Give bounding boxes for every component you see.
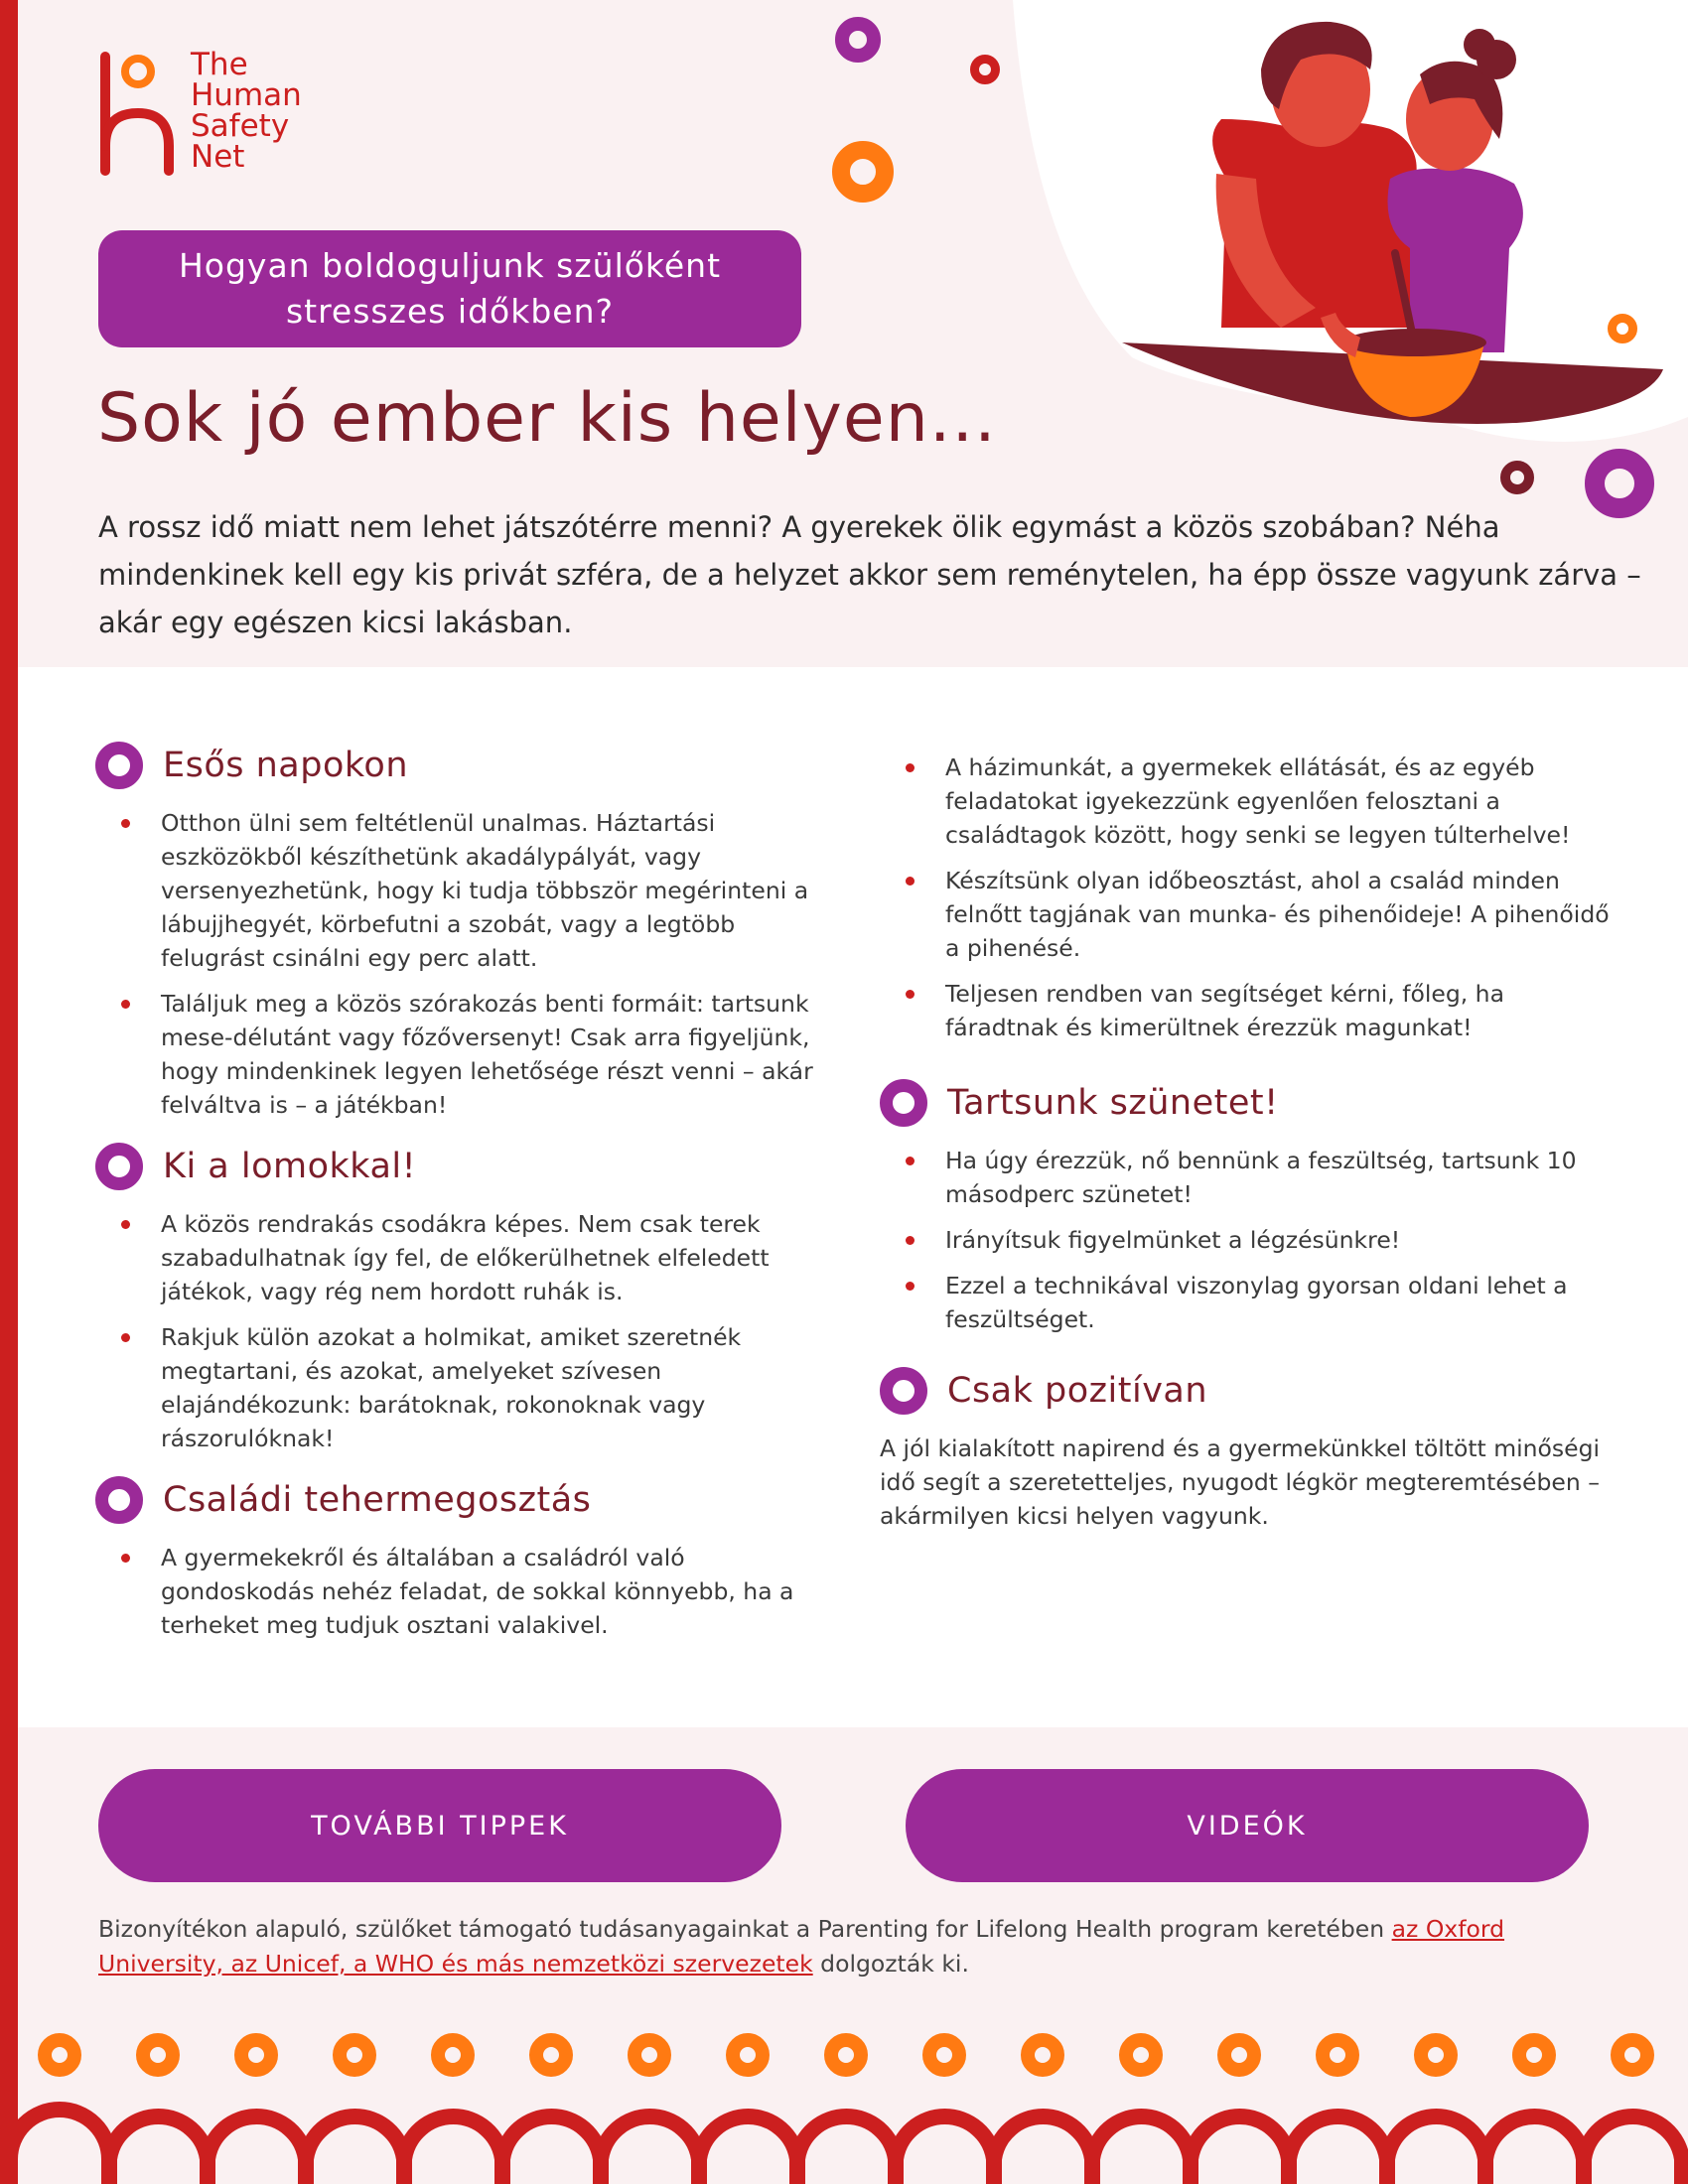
credits-after: dolgozták ki.	[812, 1950, 969, 1978]
section-bullet-icon	[95, 742, 143, 789]
list-item: A házimunkát, a gyermekek ellátását, és az egyéb feladatokat igyekezzünk egyenlően felosztani a családtagok között, hogy senki se legyen túlterhelve!	[945, 751, 1615, 852]
videos-button[interactable]: VIDEÓK	[906, 1769, 1589, 1882]
section-positive	[880, 1360, 1615, 1533]
orange-ring-row	[45, 2040, 1647, 2070]
list-item: Készítsünk olyan időbeosztást, ahol a család minden felnőtt tagjának van munka- és pihenőideje! A pihenőidő a pihenésé.	[945, 864, 1615, 965]
list-item: Ha úgy érezzük, nő bennünk a feszültség, tartsunk 10 másodperc szünetet!	[945, 1144, 1615, 1211]
bottom-decoration	[18, 2025, 1688, 2184]
section-bullet-icon	[95, 1143, 143, 1190]
section-title: Ki a lomokkal!	[163, 1147, 417, 1186]
red-arch-row	[18, 2110, 1682, 2184]
list-item: Irányítsuk figyelmünket a légzésünkre!	[945, 1223, 1615, 1257]
section-title: Tartsunk szünetet!	[947, 1083, 1279, 1123]
intro-paragraph: A rossz idő miatt nem lehet játszótérre menni? A gyerekek ölik egymást a közös szobában? Néha mindenkinek kell egy kis privát szféra, de a helyzet akkor sem reménytelen, ha épp össze vagyunk zárva – akár egy egészen kicsi lakásban.	[98, 510, 1641, 639]
credits-text	[98, 1912, 1568, 1981]
section-bullet-icon	[95, 1476, 143, 1524]
subtitle-pill: Hogyan boldoguljunk szülőként stresszes időkben?	[98, 230, 801, 347]
list-item: Rakjuk külön azokat a holmikat, amiket szeretnék megtartani, és azokat, amelyeket szívesen elajándékozunk: barátoknak, rokonoknak vagy rászorulóknak!	[161, 1320, 820, 1455]
list-item: A gyermekekről és általában a családról való gondoskodás nehéz feladat, de sokkal könnyebb, ha a terheket meg tudjuk osztani valakivel.	[161, 1541, 820, 1642]
more-tips-button[interactable]: TOVÁBBI TIPPEK	[98, 1769, 781, 1882]
section-take-break	[880, 1072, 1615, 1336]
section-rainy-days	[95, 735, 820, 1122]
section-bullet-icon	[880, 1079, 927, 1127]
section-title: Esős napokon	[163, 746, 409, 785]
decor-ring-maroon-small	[1500, 461, 1534, 494]
section-declutter	[95, 1136, 820, 1455]
section-bullet-icon	[880, 1367, 927, 1415]
page-title: Sok jó ember kis helyen...	[97, 379, 997, 458]
section-title: Csak pozitívan	[947, 1371, 1208, 1411]
list-item: Találjuk meg a közös szórakozás benti formáit: tartsunk mese-délutánt vagy főzőversenyt! Csak arra figyeljünk, hogy mindenkinek legyen lehetősége részt venni – akár felváltva is – a játékban!	[161, 987, 820, 1122]
list-item: Ezzel a technikával viszonylag gyorsan oldani lehet a feszültséget.	[945, 1269, 1615, 1336]
partners-link[interactable]: az Oxford University, az Unicef, a WHO és más nemzetközi szervezetek	[98, 1915, 1505, 1978]
section-paragraph: A jól kialakított napirend és a gyermekünkkel töltött minőségi idő segít a szeretetteljes, nyugodt légkör megteremtésében – akármilyen kicsi helyen vagyunk.	[880, 1434, 1601, 1530]
logo-text: The Human Safety Net	[191, 47, 302, 175]
left-accent-bar	[0, 0, 18, 2184]
logo-mark-icon	[95, 52, 185, 181]
parent-child-cooking-illustration	[1013, 0, 1688, 477]
list-item: Teljesen rendben van segítséget kérni, főleg, ha fáradtnak és kimerültnek érezzük magunkat!	[945, 977, 1615, 1044]
section-title: Családi tehermegosztás	[163, 1480, 592, 1520]
list-item: Otthon ülni sem feltétlenül unalmas. Háztartási eszközökből készíthetünk akadálypályát, vagy versenyezhetünk, hogy ki tudja többször megérinteni a lábujjhegyét, körbefutni a szobát, vagy a legtöbb felugrást csinálni egy perc alatt.	[161, 806, 820, 975]
left-column	[95, 735, 820, 1656]
section-sharing-burden	[95, 1469, 820, 1642]
decor-ring-purple	[835, 17, 881, 63]
decor-ring-red-small	[970, 55, 1000, 84]
decor-ring-orange	[832, 141, 894, 203]
human-safety-net-logo[interactable]	[95, 47, 334, 179]
right-column	[880, 751, 1615, 1547]
decor-ring-orange-small	[1608, 314, 1637, 343]
list-item: A közös rendrakás csodákra képes. Nem csak terek szabadulhatnak így fel, de előkerülhetnek elfeledett játékok, vagy rég nem hordott ruhák is.	[161, 1207, 820, 1308]
credits-before: Bizonyítékon alapuló, szülőket támogató tudásanyagainkat a Parenting for Lifelong Health program keretében	[98, 1915, 1392, 1943]
